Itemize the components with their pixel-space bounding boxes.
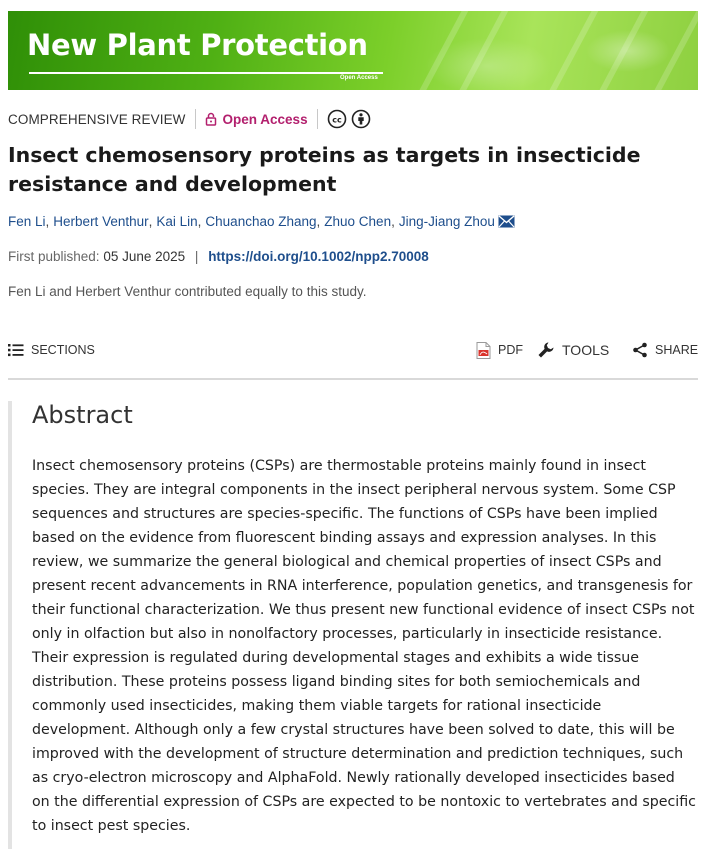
license-icons[interactable]: [327, 109, 375, 129]
contribution-note: Fen Li and Herbert Venthur contributed equally to this study.: [8, 284, 367, 299]
banner-subtitle: Open Access: [340, 75, 378, 81]
published-date: 05 June 2025: [103, 249, 186, 264]
open-access-badge[interactable]: [205, 112, 308, 127]
author-link[interactable]: Kai Lin: [156, 214, 198, 229]
lock-open-icon: [205, 112, 217, 126]
share-icon: [632, 342, 648, 358]
wrench-icon: [537, 341, 555, 359]
sections-label: SECTIONS: [31, 343, 95, 357]
share-label: SHARE: [655, 343, 699, 357]
abstract-text: Insect chemosensory proteins (CSPs) are thermostable proteins mainly found in insect species. They are integral components in the insect peripheral nervous system. Some CSP sequences and structures are species-specific. The functions of CSPs have been implied based on the evidence from fluorescent binding assays and expression analyses. In this review, we summarize the general biological and chemical properties of insect CSPs and present recent advancements in RNA interference, population genetics, and transgenesis for their functional characterization. We thus present new functional evidence of insect CSPs not only in olfaction but also in nonolfactory processes, particularly in insecticide resistance. Their expression is regulated during developmental stages and exhibits a wide tissue distribution. These proteins possess ligand binding sites for both semiochemicals and commonly used insecticides, making them viable targets for rational insecticide development. Although only a few crystal structures have been solved to date, this will be improved with the development of structure determination and prediction techniques, such as cryo-electron microscopy and AlphaFold. Newly rationally developed insecticides based on the differential expression of CSPs are expected to be nontoxic to vertebrates and specific to insect pest species.: [32, 458, 696, 834]
attribution-icon: [351, 109, 371, 129]
abstract-heading: Abstract: [32, 401, 133, 429]
publication-info: [8, 249, 429, 264]
creative-commons-icon: [327, 109, 347, 129]
article-toolbar: [8, 339, 698, 361]
tools-button[interactable]: [537, 339, 609, 361]
svg-text:cc: cc: [331, 115, 342, 125]
pdf-icon: [476, 342, 491, 359]
journal-banner[interactable]: [8, 11, 698, 90]
list-icon: [8, 343, 24, 357]
meta-separator-2: [317, 109, 318, 129]
tools-label: TOOLS: [562, 342, 610, 358]
journal-title: New Plant Protection: [27, 28, 368, 62]
pdf-button[interactable]: [476, 339, 523, 361]
article-type: COMPREHENSIVE REVIEW: [8, 111, 186, 127]
author-link[interactable]: Chuanchao Zhang: [205, 214, 317, 229]
author-link[interactable]: Fen Li: [8, 214, 46, 229]
author-link[interactable]: Zhuo Chen: [324, 214, 392, 229]
share-button[interactable]: [632, 339, 698, 361]
first-published-label: First published:: [8, 249, 100, 264]
author-list: Fen Li , Herbert Venthur , Kai Lin , Chuanchao Zhang , Zhuo Chen , Jing-Jiang Zhou: [8, 214, 515, 229]
pipe-separator: |: [194, 249, 199, 264]
article-meta-row: [8, 108, 375, 130]
article-title: Insect chemosensory proteins as targets in insecticide resistance and development: [8, 143, 641, 196]
sections-button[interactable]: [8, 339, 95, 361]
banner-underline: [29, 72, 383, 74]
open-access-label: Open Access: [222, 111, 308, 127]
doi-link[interactable]: https://doi.org/10.1002/npp2.70008: [208, 249, 429, 264]
pdf-label: PDF: [498, 343, 523, 357]
meta-separator: [195, 109, 196, 129]
author-link[interactable]: Herbert Venthur: [53, 214, 149, 229]
toolbar-divider: [8, 378, 698, 380]
abstract-section: [8, 401, 702, 849]
author-link[interactable]: Jing-Jiang Zhou: [398, 214, 495, 229]
email-icon[interactable]: [498, 215, 515, 228]
